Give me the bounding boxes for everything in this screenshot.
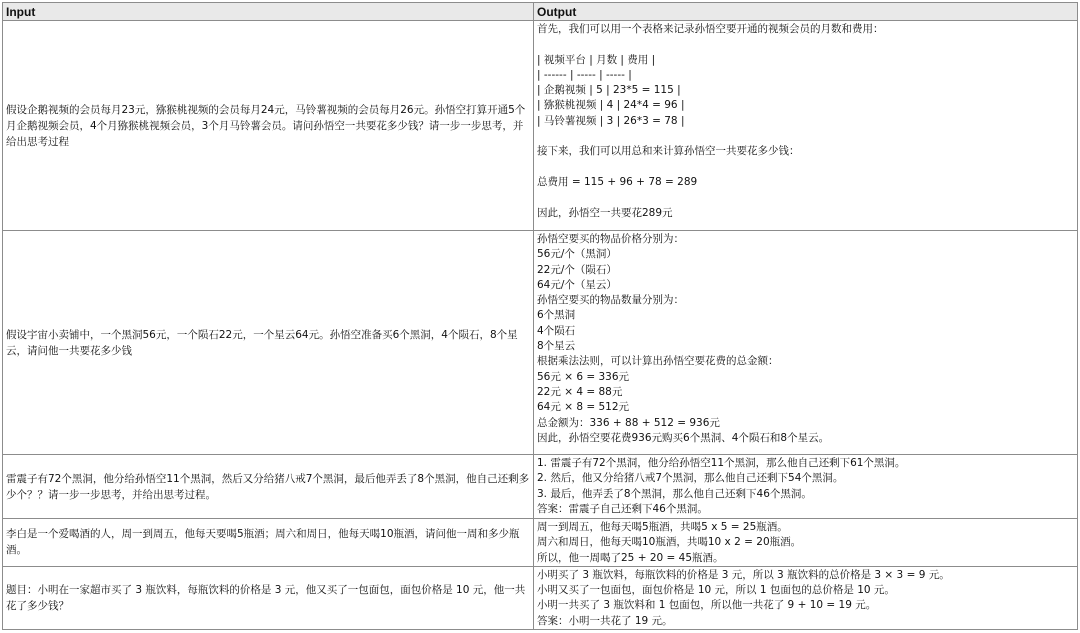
output-line: | 视频平台 | 月数 | 费用 | — [537, 53, 656, 66]
output-line: 64元/个（星云） — [537, 278, 617, 291]
output-line: 根据乘法法则，可以计算出孙悟空要花费的总金额： — [537, 355, 779, 368]
output-line: 周一到周五，他每天喝5瓶酒，共喝5 x 5 = 25瓶酒。 — [537, 521, 788, 533]
output-line: 小明一共买了 3 瓶饮料和 1 包面包，所以他一共花了 9 + 10 = 19 元。 — [537, 599, 877, 612]
output-line: 所以，他一周喝了25 + 20 = 45瓶酒。 — [537, 551, 724, 564]
output-cell — [534, 231, 1078, 455]
output-line: 因此，孙悟空要花费936元购买6个黑洞、4个陨石和8个星云。 — [537, 431, 830, 444]
header-row — [3, 3, 1078, 21]
input-cell: 题目：小明在一家超市买了 3 瓶饮料，每瓶饮料的价格是 3 元，他又买了一包面包，面包价格是 10 元，他一共花了多少钱？ — [3, 566, 534, 629]
output-line: 首先，我们可以用一个表格来记录孙悟空要开通的视频会员的月数和费用： — [537, 23, 884, 35]
output-line: 64元 × 8 = 512元 — [537, 401, 630, 414]
output-line: | ------ | ----- | ----- | — [537, 68, 632, 81]
output-line: | 企鹅视频 | 5 | 23*5 = 115 | — [537, 84, 681, 97]
output-line: 22元/个（陨石） — [537, 263, 617, 276]
output-line: 孙悟空要买的物品数量分别为： — [537, 294, 684, 307]
input-cell: 假设宇宙小卖铺中，一个黑洞56元，一个陨石22元，一个星云64元。孙悟空准备买6个黑洞，4个陨石，8个星云，请问他一共要花多少钱 — [3, 231, 534, 455]
output-line: 答案：雷震子自己还剩下46个黑洞。 — [537, 502, 708, 515]
table-row — [3, 519, 1078, 567]
blank-line — [537, 190, 1074, 205]
output-line: 3. 最后，他弄丢了8个黑洞，那么他自己还剩下46个黑洞。 — [537, 487, 812, 500]
output-column-header: Output — [534, 3, 1078, 21]
table-row — [3, 231, 1078, 455]
input-column-header: Input — [3, 3, 534, 21]
output-line: | 马铃薯视频 | 3 | 26*3 = 78 | — [537, 114, 685, 127]
output-line: 1. 雷震子有72个黑洞，他分给孙悟空11个黑洞，那么他自己还剩下61个黑洞。 — [537, 457, 906, 469]
output-line: 总金额为：336 + 88 + 512 = 936元 — [537, 416, 720, 429]
input-cell: 假设企鹅视频的会员每月23元，猕猴桃视频的会员每月24元，马铃薯视频的会员每月26元。孙悟空打算开通5个月企鹅视频会员，4个月猕猴桃视频会员，3个月马铃薯会员。请问孙悟空一共要花多少钱？请一步一步思考，并给出思考过程 — [3, 21, 534, 231]
output-line: 小明买了 3 瓶饮料，每瓶饮料的价格是 3 元，所以 3 瓶饮料的总价格是 3 × 3 = 9 元。 — [537, 568, 950, 581]
output-line: 56元/个（黑洞） — [537, 248, 617, 261]
table-row — [3, 566, 1078, 629]
output-cell — [534, 519, 1078, 567]
qa-table — [2, 2, 1078, 630]
output-cell — [534, 21, 1078, 231]
input-cell: 李白是一个爱喝酒的人，周一到周五，他每天要喝5瓶酒；周六和周日，他每天喝10瓶酒，请问他一周和多少瓶酒。 — [3, 519, 534, 567]
output-line: 答案：小明一共花了 19 元。 — [537, 614, 673, 627]
output-line: 接下来，我们可以用总和来计算孙悟空一共要花多少钱： — [537, 145, 800, 158]
output-line: 4个陨石 — [537, 324, 576, 337]
output-line: 周六和周日，他每天喝10瓶酒，共喝10 x 2 = 20瓶酒。 — [537, 536, 802, 549]
output-line: 因此，孙悟空一共要花289元 — [537, 206, 673, 219]
output-line: 小明又买了一包面包，面包价格是 10 元，所以 1 包面包的总价格是 10 元。 — [537, 584, 895, 597]
blank-line — [537, 37, 1074, 52]
output-line: 孙悟空要买的物品价格分别为： — [537, 233, 684, 245]
output-cell — [534, 566, 1078, 629]
input-cell: 雷震子有72个黑洞，他分给孙悟空11个黑洞，然后又分给猪八戒7个黑洞，最后他弄丢了8个黑洞，他自己还剩多少个？？请一步一步思考，并给出思考过程。 — [3, 455, 534, 519]
output-line: 总费用 = 115 + 96 + 78 = 289 — [537, 175, 698, 188]
blank-line — [537, 160, 1074, 175]
output-line: 22元 × 4 = 88元 — [537, 385, 623, 398]
next-row-border — [2, 629, 1078, 630]
blank-line — [537, 129, 1074, 144]
output-line: 6个黑洞 — [537, 309, 576, 322]
output-cell — [534, 455, 1078, 519]
table-row — [3, 455, 1078, 519]
table-row — [3, 21, 1078, 231]
output-line: 2. 然后，他又分给猪八戒7个黑洞，那么他自己还剩下54个黑洞。 — [537, 472, 844, 485]
output-line: 56元 × 6 = 336元 — [537, 370, 630, 383]
output-line: | 猕猴桃视频 | 4 | 24*4 = 96 | — [537, 99, 685, 112]
output-line: 8个星云 — [537, 340, 576, 353]
